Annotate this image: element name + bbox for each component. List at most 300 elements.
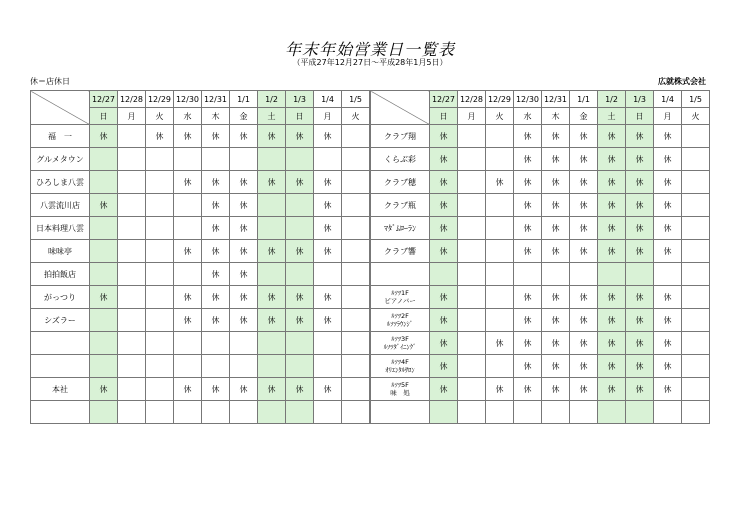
day-status-cell — [682, 286, 710, 309]
day-status-cell: 休 — [626, 171, 654, 194]
day-status-cell — [486, 240, 514, 263]
day-status-cell — [486, 217, 514, 240]
day-status-cell — [118, 332, 146, 355]
day-status-cell: 休 — [570, 309, 598, 332]
day-status-cell: 休 — [598, 148, 626, 171]
day-status-cell — [486, 401, 514, 424]
day-status-cell — [286, 355, 314, 378]
day-status-cell: 休 — [570, 240, 598, 263]
day-status-cell: 休 — [626, 240, 654, 263]
day-status-cell — [146, 171, 174, 194]
day-status-cell: 休 — [542, 355, 570, 378]
day-status-cell — [682, 194, 710, 217]
day-status-cell: 休 — [202, 171, 230, 194]
store-name-cell — [31, 332, 90, 355]
date-header-cell: 12/27 — [430, 91, 458, 108]
store-name-line: ﾙｿﾂﾀﾞｲﾆﾝｸﾞ — [383, 343, 417, 351]
weekday-header-cell: 日 — [286, 108, 314, 125]
store-name-cell — [371, 332, 430, 355]
day-status-cell: 休 — [202, 125, 230, 148]
day-status-cell: 休 — [654, 217, 682, 240]
day-status-cell: 休 — [286, 309, 314, 332]
day-status-cell: 休 — [90, 125, 118, 148]
day-status-cell — [202, 355, 230, 378]
store-row — [31, 286, 370, 309]
store-name-cell: クラブ響 — [371, 240, 430, 263]
day-status-cell: 休 — [258, 378, 286, 401]
day-status-cell — [654, 263, 682, 286]
day-status-cell: 休 — [598, 217, 626, 240]
day-status-cell — [342, 286, 370, 309]
store-row — [31, 332, 370, 355]
day-status-cell — [458, 171, 486, 194]
date-header-cell: 1/3 — [626, 91, 654, 108]
weekday-header-cell: 水 — [514, 108, 542, 125]
day-status-cell — [118, 355, 146, 378]
date-header-cell: 12/30 — [514, 91, 542, 108]
day-status-cell: 休 — [514, 217, 542, 240]
store-row — [371, 286, 710, 309]
header-corner-cell — [371, 91, 430, 125]
day-status-cell — [514, 263, 542, 286]
day-status-cell — [90, 355, 118, 378]
day-status-cell — [146, 401, 174, 424]
day-status-cell — [486, 148, 514, 171]
day-status-cell — [458, 332, 486, 355]
store-name-cell: ひろしま八雲 — [31, 171, 90, 194]
store-row — [31, 171, 370, 194]
date-header-cell: 1/5 — [682, 91, 710, 108]
store-name-cell: クラブ穂 — [371, 171, 430, 194]
day-status-cell — [682, 240, 710, 263]
day-status-cell — [230, 332, 258, 355]
day-status-cell: 休 — [230, 286, 258, 309]
day-status-cell — [90, 171, 118, 194]
right-schedule-table — [370, 90, 710, 424]
day-status-cell — [118, 217, 146, 240]
day-status-cell — [342, 263, 370, 286]
store-row — [31, 194, 370, 217]
day-status-cell: 休 — [258, 240, 286, 263]
day-status-cell: 休 — [514, 332, 542, 355]
day-status-cell: 休 — [174, 378, 202, 401]
day-status-cell: 休 — [314, 171, 342, 194]
day-status-cell — [174, 148, 202, 171]
day-status-cell: 休 — [514, 148, 542, 171]
day-status-cell: 休 — [430, 217, 458, 240]
store-name-cell: クラブ瓶 — [371, 194, 430, 217]
store-row — [371, 309, 710, 332]
day-status-cell — [486, 263, 514, 286]
day-status-cell — [458, 286, 486, 309]
day-status-cell: 休 — [654, 378, 682, 401]
day-status-cell: 休 — [430, 286, 458, 309]
weekday-header-cell: 木 — [542, 108, 570, 125]
date-header-cell: 1/1 — [570, 91, 598, 108]
weekday-header-cell: 土 — [258, 108, 286, 125]
day-status-cell — [458, 125, 486, 148]
store-name-line: ｵﾘｴﾝﾀﾙｻﾛﾝ — [385, 366, 415, 374]
store-name-cell: 本社 — [31, 378, 90, 401]
date-header-cell: 1/4 — [654, 91, 682, 108]
day-status-cell — [174, 332, 202, 355]
day-status-cell: 休 — [654, 240, 682, 263]
day-status-cell: 休 — [542, 171, 570, 194]
weekday-header-cell: 月 — [314, 108, 342, 125]
day-status-cell — [258, 401, 286, 424]
weekday-header-cell: 水 — [174, 108, 202, 125]
store-row — [31, 355, 370, 378]
day-status-cell: 休 — [542, 125, 570, 148]
weekday-header-cell: 金 — [570, 108, 598, 125]
date-header-cell: 1/2 — [598, 91, 626, 108]
store-row — [31, 309, 370, 332]
day-status-cell — [230, 401, 258, 424]
day-status-cell: 休 — [258, 125, 286, 148]
day-status-cell: 休 — [314, 309, 342, 332]
day-status-cell — [682, 309, 710, 332]
date-header-cell: 12/30 — [174, 91, 202, 108]
day-status-cell: 休 — [430, 378, 458, 401]
weekday-header-cell: 月 — [118, 108, 146, 125]
day-status-cell: 休 — [542, 378, 570, 401]
day-status-cell: 休 — [202, 217, 230, 240]
day-status-cell: 休 — [654, 332, 682, 355]
day-status-cell — [314, 148, 342, 171]
day-status-cell — [682, 355, 710, 378]
day-status-cell: 休 — [230, 378, 258, 401]
day-status-cell — [118, 378, 146, 401]
day-status-cell — [342, 332, 370, 355]
day-status-cell — [174, 401, 202, 424]
store-name-cell — [371, 378, 430, 401]
day-status-cell — [286, 217, 314, 240]
day-status-cell: 休 — [654, 355, 682, 378]
day-status-cell — [342, 378, 370, 401]
day-status-cell: 休 — [514, 240, 542, 263]
day-status-cell — [118, 309, 146, 332]
day-status-cell — [430, 263, 458, 286]
weekday-header-cell: 火 — [342, 108, 370, 125]
day-status-cell — [570, 263, 598, 286]
day-status-cell — [342, 355, 370, 378]
weekday-header-cell: 日 — [90, 108, 118, 125]
day-status-cell — [90, 401, 118, 424]
day-status-cell: 休 — [230, 125, 258, 148]
date-header-cell: 1/4 — [314, 91, 342, 108]
day-status-cell — [626, 401, 654, 424]
day-status-cell: 休 — [654, 309, 682, 332]
day-status-cell: 休 — [514, 378, 542, 401]
weekday-header-cell: 日 — [430, 108, 458, 125]
day-status-cell: 休 — [598, 309, 626, 332]
day-status-cell — [146, 332, 174, 355]
day-status-cell: 休 — [174, 286, 202, 309]
day-status-cell — [542, 401, 570, 424]
store-name-cell — [31, 401, 90, 424]
day-status-cell — [458, 309, 486, 332]
day-status-cell: 休 — [626, 355, 654, 378]
day-status-cell — [118, 125, 146, 148]
day-status-cell — [202, 401, 230, 424]
day-status-cell — [146, 263, 174, 286]
day-status-cell — [682, 263, 710, 286]
store-row — [371, 378, 710, 401]
date-header-cell: 12/28 — [458, 91, 486, 108]
store-row — [371, 148, 710, 171]
day-status-cell: 休 — [570, 355, 598, 378]
day-status-cell — [174, 355, 202, 378]
day-status-cell — [90, 263, 118, 286]
day-status-cell: 休 — [146, 125, 174, 148]
day-status-cell — [90, 240, 118, 263]
day-status-cell — [430, 401, 458, 424]
day-status-cell — [146, 286, 174, 309]
day-status-cell — [90, 309, 118, 332]
store-row — [31, 148, 370, 171]
store-row — [371, 332, 710, 355]
day-status-cell: 休 — [626, 217, 654, 240]
day-status-cell — [314, 263, 342, 286]
day-status-cell — [90, 332, 118, 355]
weekday-header-cell: 火 — [146, 108, 174, 125]
store-name-cell — [371, 286, 430, 309]
day-status-cell: 休 — [230, 171, 258, 194]
day-status-cell: 休 — [430, 332, 458, 355]
day-status-cell — [202, 148, 230, 171]
day-status-cell: 休 — [314, 286, 342, 309]
day-status-cell: 休 — [90, 286, 118, 309]
date-header-row — [371, 91, 710, 108]
day-status-cell — [118, 194, 146, 217]
day-status-cell: 休 — [314, 125, 342, 148]
day-status-cell — [682, 148, 710, 171]
day-status-cell: 休 — [174, 309, 202, 332]
day-status-cell: 休 — [430, 355, 458, 378]
store-row — [371, 401, 710, 424]
store-row — [371, 263, 710, 286]
day-status-cell — [118, 401, 146, 424]
day-status-cell — [458, 240, 486, 263]
day-status-cell: 休 — [314, 378, 342, 401]
day-status-cell: 休 — [570, 125, 598, 148]
day-status-cell: 休 — [202, 194, 230, 217]
day-status-cell — [258, 332, 286, 355]
day-status-cell: 休 — [230, 194, 258, 217]
day-status-cell — [286, 263, 314, 286]
day-status-cell: 休 — [626, 378, 654, 401]
date-header-cell: 1/1 — [230, 91, 258, 108]
store-name-cell: がっつり — [31, 286, 90, 309]
store-row — [371, 240, 710, 263]
day-status-cell — [598, 401, 626, 424]
day-status-cell: 休 — [542, 148, 570, 171]
company-name: 広就株式会社 — [658, 77, 706, 86]
day-status-cell: 休 — [654, 194, 682, 217]
day-status-cell — [598, 263, 626, 286]
day-status-cell — [174, 217, 202, 240]
day-status-cell: 休 — [514, 286, 542, 309]
day-status-cell — [458, 401, 486, 424]
day-status-cell — [286, 194, 314, 217]
day-status-cell: 休 — [570, 171, 598, 194]
store-name-cell: 味味亭 — [31, 240, 90, 263]
day-status-cell — [258, 194, 286, 217]
day-status-cell: 休 — [654, 125, 682, 148]
day-status-cell: 休 — [654, 148, 682, 171]
left-schedule-table — [30, 90, 370, 424]
day-status-cell — [146, 378, 174, 401]
day-status-cell: 休 — [626, 125, 654, 148]
day-status-cell — [486, 194, 514, 217]
day-status-cell: 休 — [514, 171, 542, 194]
day-status-cell: 休 — [258, 309, 286, 332]
day-status-cell — [682, 401, 710, 424]
day-status-cell: 休 — [430, 171, 458, 194]
day-status-cell: 休 — [174, 171, 202, 194]
day-status-cell — [458, 194, 486, 217]
day-status-cell — [118, 263, 146, 286]
store-row — [371, 217, 710, 240]
day-status-cell — [342, 401, 370, 424]
day-status-cell: 休 — [542, 309, 570, 332]
day-status-cell — [542, 263, 570, 286]
day-status-cell — [486, 355, 514, 378]
day-status-cell: 休 — [258, 171, 286, 194]
day-status-cell: 休 — [430, 125, 458, 148]
day-status-cell — [342, 309, 370, 332]
day-status-cell — [342, 171, 370, 194]
day-status-cell — [342, 148, 370, 171]
day-status-cell — [458, 148, 486, 171]
store-name-cell — [371, 263, 430, 286]
store-row — [371, 194, 710, 217]
store-row — [31, 240, 370, 263]
day-status-cell: 休 — [626, 309, 654, 332]
store-row — [371, 125, 710, 148]
weekday-header-cell: 月 — [654, 108, 682, 125]
day-status-cell: 休 — [570, 286, 598, 309]
header-corner-cell — [31, 91, 90, 125]
day-status-cell — [654, 401, 682, 424]
day-status-cell: 休 — [654, 286, 682, 309]
day-status-cell: 休 — [598, 240, 626, 263]
day-status-cell — [174, 194, 202, 217]
day-status-cell — [258, 148, 286, 171]
day-status-cell: 休 — [430, 148, 458, 171]
day-status-cell — [486, 309, 514, 332]
day-status-cell — [90, 148, 118, 171]
day-status-cell — [118, 286, 146, 309]
day-status-cell: 休 — [314, 217, 342, 240]
store-name-line: ﾙｿﾂ1F — [391, 289, 409, 297]
store-name-line: ﾙｿﾂﾗｳﾝｼﾞ — [387, 320, 413, 328]
store-name-line: ﾙｿﾂ5F — [391, 381, 409, 389]
date-header-cell: 1/2 — [258, 91, 286, 108]
day-status-cell — [286, 401, 314, 424]
day-status-cell: 休 — [598, 286, 626, 309]
day-status-cell — [682, 378, 710, 401]
store-row — [31, 125, 370, 148]
day-status-cell: 休 — [598, 171, 626, 194]
day-status-cell — [146, 148, 174, 171]
day-status-cell: 休 — [654, 171, 682, 194]
day-status-cell — [286, 148, 314, 171]
day-status-cell: 休 — [514, 355, 542, 378]
day-status-cell: 休 — [542, 240, 570, 263]
day-status-cell — [118, 171, 146, 194]
day-status-cell — [90, 217, 118, 240]
date-header-cell: 12/28 — [118, 91, 146, 108]
day-status-cell — [682, 171, 710, 194]
day-status-cell: 休 — [314, 194, 342, 217]
day-status-cell: 休 — [486, 378, 514, 401]
store-name-cell: 福 一 — [31, 125, 90, 148]
date-header-cell: 12/27 — [90, 91, 118, 108]
weekday-header-cell: 金 — [230, 108, 258, 125]
day-status-cell: 休 — [626, 148, 654, 171]
day-status-cell: 休 — [570, 217, 598, 240]
store-name-cell: 拍拍飯店 — [31, 263, 90, 286]
date-header-cell: 12/29 — [486, 91, 514, 108]
day-status-cell: 休 — [230, 240, 258, 263]
day-status-cell — [230, 148, 258, 171]
day-status-cell: 休 — [598, 194, 626, 217]
store-name-cell: くらぶ彩 — [371, 148, 430, 171]
legend-closed-day: 休＝店休日 — [30, 77, 70, 86]
store-name-line: ﾙｿﾂ4F — [391, 358, 409, 366]
day-status-cell: 休 — [286, 286, 314, 309]
weekday-header-cell: 木 — [202, 108, 230, 125]
day-status-cell — [118, 240, 146, 263]
day-status-cell — [342, 240, 370, 263]
day-status-cell: 休 — [542, 286, 570, 309]
day-status-cell — [146, 355, 174, 378]
day-status-cell — [146, 309, 174, 332]
day-status-cell: 休 — [598, 125, 626, 148]
day-status-cell — [174, 263, 202, 286]
day-status-cell — [682, 125, 710, 148]
day-status-cell — [314, 332, 342, 355]
store-name-cell: グルメタウン — [31, 148, 90, 171]
day-status-cell — [314, 355, 342, 378]
day-status-cell: 休 — [90, 378, 118, 401]
day-status-cell: 休 — [202, 286, 230, 309]
day-status-cell: 休 — [570, 194, 598, 217]
day-status-cell — [146, 240, 174, 263]
day-status-cell: 休 — [542, 217, 570, 240]
store-name-cell: 八雲流川店 — [31, 194, 90, 217]
day-status-cell — [486, 125, 514, 148]
date-header-cell: 1/3 — [286, 91, 314, 108]
day-status-cell — [258, 263, 286, 286]
weekday-header-cell: 日 — [626, 108, 654, 125]
day-status-cell — [342, 217, 370, 240]
store-row — [31, 217, 370, 240]
store-name-cell — [371, 401, 430, 424]
store-name-cell — [371, 355, 430, 378]
date-header-cell: 1/5 — [342, 91, 370, 108]
day-status-cell: 休 — [174, 125, 202, 148]
day-status-cell — [118, 148, 146, 171]
store-name-cell: シズラー — [31, 309, 90, 332]
day-status-cell — [486, 286, 514, 309]
day-status-cell: 休 — [514, 309, 542, 332]
store-name-cell: 日本料理八雲 — [31, 217, 90, 240]
day-status-cell — [682, 332, 710, 355]
day-status-cell: 休 — [230, 309, 258, 332]
day-status-cell — [458, 378, 486, 401]
